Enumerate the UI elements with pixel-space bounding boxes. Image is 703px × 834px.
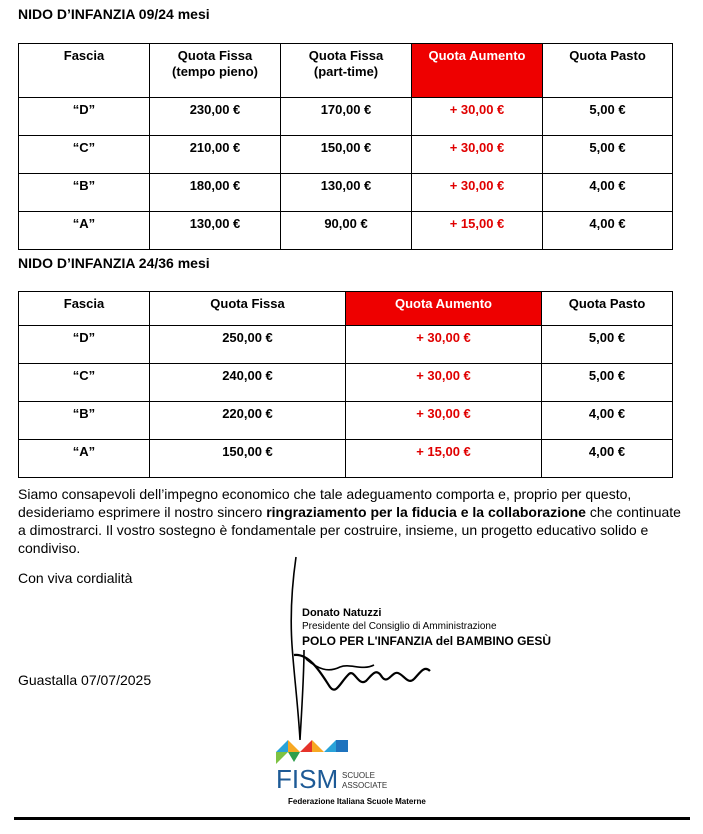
cell-value: 130,00 €	[281, 174, 412, 212]
table-row	[19, 212, 673, 250]
table-row	[19, 326, 673, 364]
cell-band: “C”	[19, 136, 150, 174]
cell-value: 4,00 €	[542, 440, 673, 478]
cell-value: 5,00 €	[543, 98, 673, 136]
cell-value: 230,00 €	[150, 98, 281, 136]
header-cell: Quota Fissa	[150, 292, 346, 326]
cell-value: 180,00 €	[150, 174, 281, 212]
logo-triangle-orange	[288, 740, 300, 752]
cell-value: 130,00 €	[150, 212, 281, 250]
paragraph-text: che continuate a dimostrarci. Il vostro sostegno è fondamentale per costruire, insieme, un progetto educativo solido e condiviso.	[18, 504, 681, 556]
cell-increase: + 30,00 €	[346, 364, 542, 402]
cell-band: “D”	[19, 98, 150, 136]
fee-table-09-24	[18, 43, 673, 250]
cell-increase: + 15,00 €	[412, 212, 543, 250]
cell-value: 170,00 €	[281, 98, 412, 136]
table-row	[19, 440, 673, 478]
cell-value: 150,00 €	[150, 440, 346, 478]
section-1-title: NIDO D’INFANZIA 09/24 mesi	[18, 6, 210, 22]
signer-role: Presidente del Consiglio di Amministrazione	[302, 621, 497, 632]
cell-band: “B”	[19, 174, 150, 212]
cell-increase: + 30,00 €	[346, 326, 542, 364]
logo-square-blue	[336, 740, 348, 752]
greeting: Con viva cordialità	[18, 570, 133, 586]
cell-increase: + 30,00 €	[412, 136, 543, 174]
closing-paragraph	[18, 485, 690, 557]
signer-block	[302, 607, 551, 648]
cell-increase: + 30,00 €	[412, 174, 543, 212]
logo-triangle-yellow	[312, 740, 324, 752]
handwritten-signature	[270, 555, 440, 745]
header-cell: Fascia	[19, 292, 150, 326]
cell-band: “D”	[19, 326, 150, 364]
header-cell: Quota Pasto	[542, 292, 673, 326]
cell-value: 5,00 €	[543, 136, 673, 174]
cell-value: 5,00 €	[542, 364, 673, 402]
cell-band: “B”	[19, 402, 150, 440]
logo-line-2: ASSOCIATE	[342, 781, 388, 790]
cell-band: “A”	[19, 212, 150, 250]
cell-value: 4,00 €	[542, 402, 673, 440]
logo-line-1: SCUOLE	[342, 771, 375, 780]
cell-value: 150,00 €	[281, 136, 412, 174]
paragraph-bold-text: ringraziamento per la fiducia e la collaborazione	[266, 504, 586, 520]
logo-triangle-green	[276, 752, 288, 764]
signer-organization: POLO PER L'INFANZIA del BAMBINO GESÙ	[302, 634, 552, 648]
cell-increase: + 30,00 €	[412, 98, 543, 136]
signer-name: Donato Natuzzi	[302, 607, 382, 619]
header-cell-increase: Quota Aumento	[346, 292, 542, 326]
cell-value: 220,00 €	[150, 402, 346, 440]
table-row	[19, 402, 673, 440]
header-cell: Quota Fissa (part-time)	[281, 44, 412, 98]
table-row	[19, 136, 673, 174]
paragraph-text: Siamo consapevoli dell’impegno economico che tale adeguamento comporta e, proprio per questo, desideriamo esprimere il nostro sincero	[18, 486, 632, 520]
cell-value: 210,00 €	[150, 136, 281, 174]
logo-subtitle: Federazione Italiana Scuole Materne	[288, 797, 426, 806]
cell-increase: + 30,00 €	[346, 402, 542, 440]
cell-value: 240,00 €	[150, 364, 346, 402]
cell-value: 90,00 €	[281, 212, 412, 250]
logo-triangle-cyan	[324, 740, 336, 752]
cell-value: 5,00 €	[542, 326, 673, 364]
logo-triangle-blue	[276, 740, 288, 752]
cell-band: “A”	[19, 440, 150, 478]
bottom-divider	[14, 817, 690, 820]
fism-logo	[274, 738, 414, 794]
header-cell-increase: Quota Aumento	[412, 44, 543, 98]
logo-triangle-red	[300, 740, 312, 752]
logo-triangle-darkgreen	[288, 752, 300, 762]
cell-value: 250,00 €	[150, 326, 346, 364]
header-cell: Fascia	[19, 44, 150, 98]
section-2-title: NIDO D’INFANZIA 24/36 mesi	[18, 255, 210, 271]
header-cell: Quota Pasto	[543, 44, 673, 98]
table-header-row	[19, 292, 673, 326]
table-header-row	[19, 44, 673, 98]
place-date: Guastalla 07/07/2025	[18, 672, 152, 688]
header-cell: Quota Fissa (tempo pieno)	[150, 44, 281, 98]
table-row	[19, 98, 673, 136]
fee-table-24-36	[18, 291, 673, 478]
cell-band: “C”	[19, 364, 150, 402]
table-row	[19, 174, 673, 212]
logo-wordmark: FISM	[276, 764, 339, 794]
cell-value: 4,00 €	[543, 212, 673, 250]
cell-increase: + 15,00 €	[346, 440, 542, 478]
table-row	[19, 364, 673, 402]
cell-value: 4,00 €	[543, 174, 673, 212]
